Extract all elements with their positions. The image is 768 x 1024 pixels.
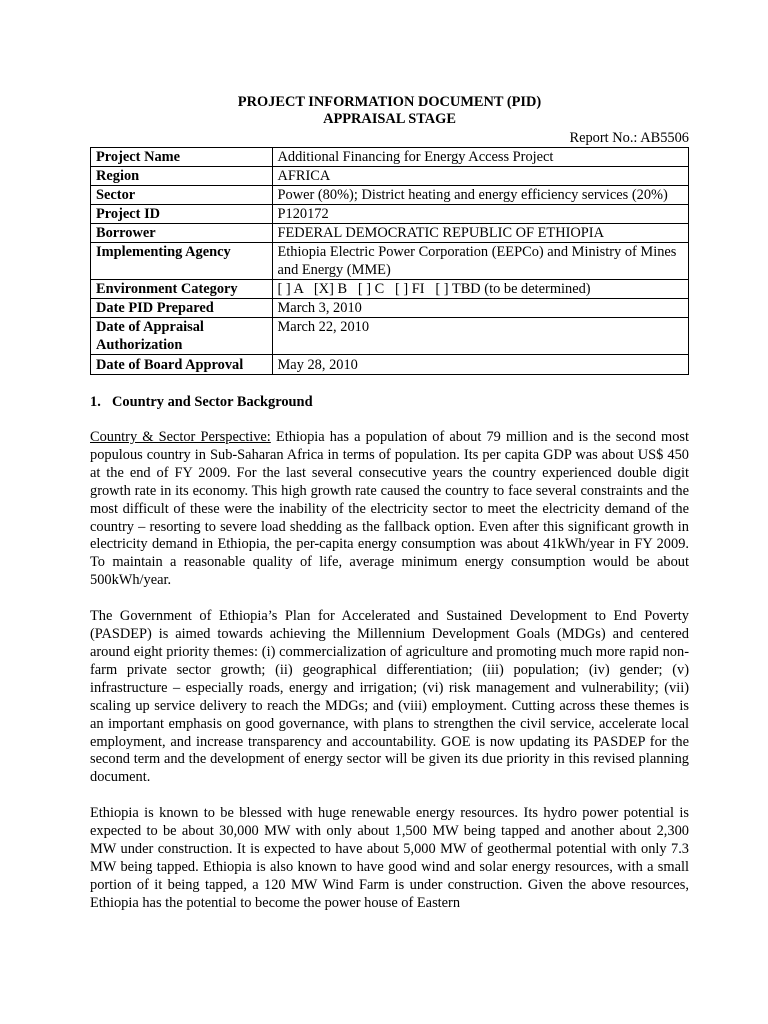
row-value: March 22, 2010 (272, 318, 688, 355)
paragraph-lead: Country & Sector Perspective: (90, 429, 271, 445)
report-number: Report No.: AB5506 (569, 130, 689, 146)
row-value: Power (80%); District heating and energy efficiency services (20%) (272, 186, 688, 205)
table-row (91, 148, 689, 167)
row-label: Environment Category (91, 280, 273, 299)
row-label: Region (91, 167, 273, 186)
row-label: Date of Board Approval (91, 355, 273, 375)
section-title: Country and Sector Background (112, 394, 313, 410)
table-row (91, 299, 689, 318)
table-row (91, 355, 689, 375)
section-heading (90, 393, 689, 411)
row-value: [ ] A [X] B [ ] C [ ] FI [ ] TBD (to be determined) (272, 280, 688, 299)
row-value: AFRICA (272, 167, 688, 186)
row-label: Sector (91, 186, 273, 205)
row-label: Project ID (91, 205, 273, 224)
row-label: Project Name (91, 148, 273, 167)
row-value: Additional Financing for Energy Access Project (272, 148, 688, 167)
paragraph-energy-resources: Ethiopia is known to be blessed with huge renewable energy resources. Its hydro power potential is expected to be about 30,000 MW with only about 1,500 MW being tapped and another about 2,300 MW under construction. It is expected to have about 5,000 MW of geothermal potential with only 7.3 MW being tapped. Ethiopia is also known to have good wind and solar energy resources, with a small portion of it being tapped, a 120 MW Wind Farm is under construction. Given the above resources, Ethiopia has the potential to become the power house of Eastern (90, 805, 689, 911)
row-value: May 28, 2010 (272, 355, 688, 375)
table-row (91, 318, 689, 355)
document-page (90, 94, 689, 913)
table-row (91, 224, 689, 243)
paragraph-pasdep: The Government of Ethiopia’s Plan for Accelerated and Sustained Development to End Poverty (PASDEP) is aimed towards achieving the Millennium Development Goals (MDGs) and centered around eight priority themes: (i) commercialization of agriculture and promoting much more rapid non-farm private sector growth; (ii) geographical differentiation; (iii) population; (iv) gender; (v) infrastructure – especially roads, energy and irrigation; (vi) risk management and vulnerability; (vii) scaling up service delivery to reach the MDGs; and (viii) employment. Cutting across these themes is an important emphasis on good governance, with plans to strengthen the civil service, accelerate local employment, and increase transparency and accountability. GOE is now updating its PASDEP for the second term and the development of energy sector will be given its due priority in this revised planning document. (90, 608, 689, 786)
row-label: Date PID Prepared (91, 299, 273, 318)
document-subtitle: APPRAISAL STAGE (323, 111, 456, 127)
row-value: March 3, 2010 (272, 299, 688, 318)
table-row (91, 186, 689, 205)
paragraph-sector-perspective (90, 429, 689, 590)
table-row (91, 167, 689, 186)
project-info-table (90, 147, 689, 375)
table-row (91, 280, 689, 299)
row-value: Ethiopia Electric Power Corporation (EEPCo) and Ministry of Mines and Energy (MME) (272, 243, 688, 280)
paragraph-body: Ethiopia has a population of about 79 million and is the second most populous country in Sub-Saharan Africa in terms of population. Its per capita GDP was about US$ 450 at the end of FY 2009. For the last several consecutive years the country experienced double digit growth rate in its economy. This high growth rate caused the country to face several constraints and the most difficult of these were the inability of the electricity sector to meet the electricity demand of the country – resorting to severe load shedding as the fallback option. Even after this significant growth in electricity demand in Ethiopia, the per-capita energy consumption was about 41kWh/year in FY 2009. To maintain a reasonable quality of life, average minimum energy consumption would be about 500kWh/year. (90, 429, 689, 589)
row-value: FEDERAL DEMOCRATIC REPUBLIC OF ETHIOPIA (272, 224, 688, 243)
row-label: Borrower (91, 224, 273, 243)
document-title: PROJECT INFORMATION DOCUMENT (PID) (237, 94, 542, 110)
row-label: Implementing Agency (91, 243, 273, 280)
row-label: Date of Appraisal Authorization (91, 318, 273, 355)
row-value: P120172 (272, 205, 688, 224)
section-number: 1. (90, 394, 101, 410)
table-row (91, 205, 689, 224)
table-row (91, 243, 689, 280)
